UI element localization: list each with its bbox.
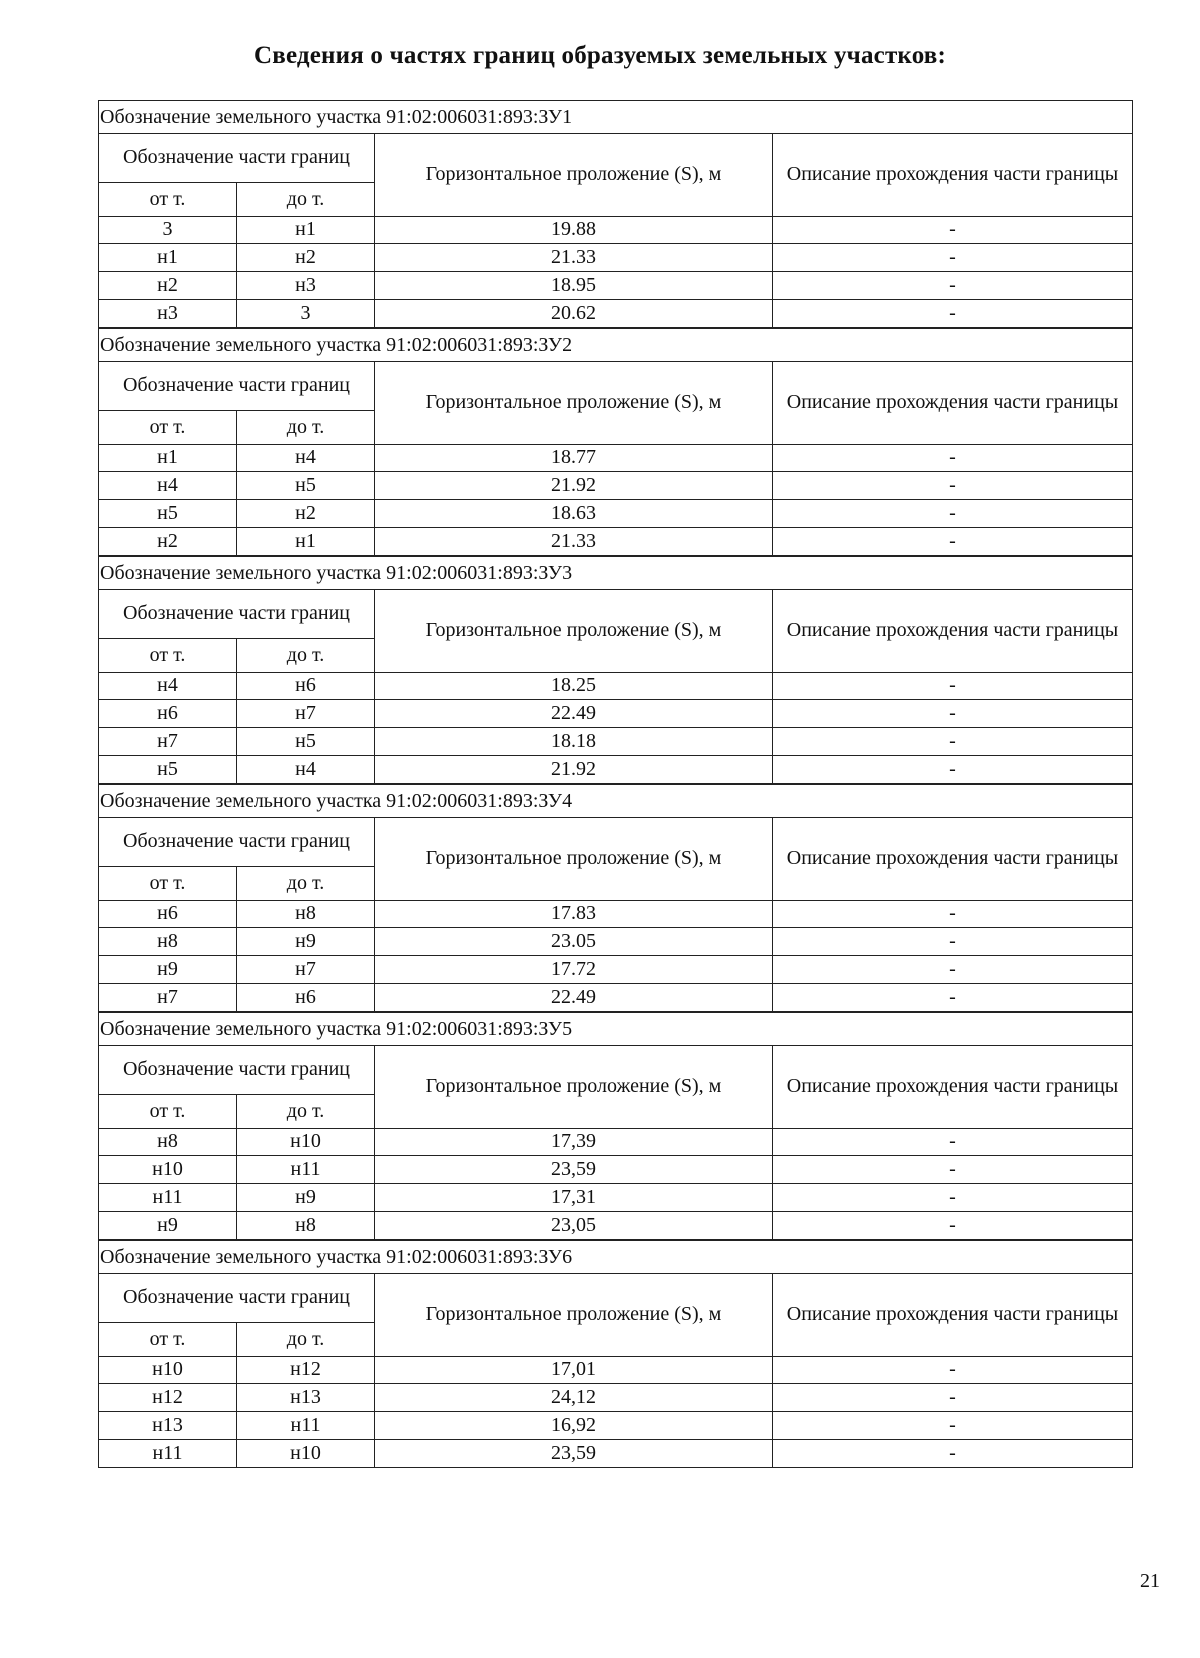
boundary-part-header: Обозначение части границ [99,590,375,638]
table-row [99,1440,1133,1468]
from-point-cell: 3 [99,216,237,244]
description-cell: - [773,1440,1133,1468]
from-point-cell: н4 [99,672,237,700]
description-cell: - [773,244,1133,272]
horizontal-distance-header: Горизонтальное проложение (S), м [375,362,773,445]
description-cell: - [773,700,1133,728]
parcel-caption-row [99,785,1133,818]
parcel-table [98,784,1133,1012]
parcel-caption-row [99,101,1133,134]
to-point-cell: н6 [237,984,375,1012]
description-cell: - [773,1412,1133,1440]
from-point-cell: н9 [99,956,237,984]
to-point-cell: н10 [237,1128,375,1156]
table-row [99,984,1133,1012]
header-row [99,818,1133,866]
table-row [99,728,1133,756]
table-row [99,1128,1133,1156]
description-cell: - [773,756,1133,784]
from-point-cell: н11 [99,1184,237,1212]
description-header: Описание прохождения части границы [773,1274,1133,1357]
from-point-cell: н9 [99,1212,237,1240]
header-row [99,1046,1133,1094]
from-point-cell: н13 [99,1412,237,1440]
to-point-cell: н2 [237,500,375,528]
table-row [99,700,1133,728]
distance-cell: 18.95 [375,272,773,300]
from-point-cell: н5 [99,756,237,784]
parcel-block [98,1240,1133,1468]
from-point-cell: н8 [99,1128,237,1156]
to-point-cell: н3 [237,272,375,300]
to-point-cell: н7 [237,956,375,984]
from-point-cell: н3 [99,300,237,328]
description-cell: - [773,900,1133,928]
distance-cell: 21.33 [375,528,773,556]
to-point-cell: н1 [237,216,375,244]
from-point-cell: н11 [99,1440,237,1468]
from-point-header: от т. [99,1322,237,1356]
parcel-caption: Обозначение земельного участка 91:02:006031:893:ЗУ3 [99,557,1133,590]
table-row [99,444,1133,472]
distance-cell: 19.88 [375,216,773,244]
to-point-header: до т. [237,1094,375,1128]
table-row [99,1184,1133,1212]
parcel-caption: Обозначение земельного участка 91:02:006031:893:ЗУ5 [99,1013,1133,1046]
table-row [99,500,1133,528]
table-row [99,900,1133,928]
horizontal-distance-header: Горизонтальное проложение (S), м [375,818,773,901]
table-row [99,528,1133,556]
parcel-caption-row [99,1013,1133,1046]
from-point-header: от т. [99,866,237,900]
to-point-cell: н11 [237,1412,375,1440]
distance-cell: 23,59 [375,1440,773,1468]
table-row [99,928,1133,956]
from-point-cell: н10 [99,1156,237,1184]
from-point-header: от т. [99,182,237,216]
distance-cell: 17,39 [375,1128,773,1156]
description-header: Описание прохождения части границы [773,818,1133,901]
to-point-cell: н2 [237,244,375,272]
description-cell: - [773,672,1133,700]
to-point-header: до т. [237,1322,375,1356]
horizontal-distance-header: Горизонтальное проложение (S), м [375,1274,773,1357]
parcel-block [98,100,1133,328]
to-point-header: до т. [237,182,375,216]
description-header: Описание прохождения части границы [773,1046,1133,1129]
description-header: Описание прохождения части границы [773,362,1133,445]
distance-cell: 17,31 [375,1184,773,1212]
header-row [99,134,1133,182]
table-row [99,756,1133,784]
description-header: Описание прохождения части границы [773,134,1133,217]
table-row [99,216,1133,244]
to-point-cell: н4 [237,444,375,472]
from-point-cell: н1 [99,444,237,472]
table-row [99,1384,1133,1412]
to-point-header: до т. [237,638,375,672]
from-point-header: от т. [99,410,237,444]
description-cell: - [773,1356,1133,1384]
parcel-table [98,100,1133,328]
parcel-caption: Обозначение земельного участка 91:02:006031:893:ЗУ4 [99,785,1133,818]
distance-cell: 18.63 [375,500,773,528]
distance-cell: 17,01 [375,1356,773,1384]
from-point-cell: н2 [99,528,237,556]
header-row [99,590,1133,638]
from-point-cell: н12 [99,1384,237,1412]
from-point-cell: н4 [99,472,237,500]
parcel-caption-row [99,1241,1133,1274]
to-point-cell: н9 [237,1184,375,1212]
from-point-cell: н8 [99,928,237,956]
parcel-table [98,1012,1133,1240]
distance-cell: 22.49 [375,984,773,1012]
distance-cell: 21.92 [375,472,773,500]
distance-cell: 18.77 [375,444,773,472]
from-point-cell: н6 [99,900,237,928]
parcel-caption: Обозначение земельного участка 91:02:006031:893:ЗУ2 [99,329,1133,362]
table-row [99,672,1133,700]
table-row [99,472,1133,500]
to-point-header: до т. [237,410,375,444]
boundary-part-header: Обозначение части границ [99,134,375,182]
table-row [99,244,1133,272]
distance-cell: 17.72 [375,956,773,984]
parcel-caption-row [99,329,1133,362]
horizontal-distance-header: Горизонтальное проложение (S), м [375,134,773,217]
description-cell: - [773,1212,1133,1240]
distance-cell: 21.92 [375,756,773,784]
to-point-cell: н4 [237,756,375,784]
to-point-cell: н7 [237,700,375,728]
from-point-cell: н5 [99,500,237,528]
to-point-cell: н6 [237,672,375,700]
to-point-cell: н5 [237,472,375,500]
to-point-cell: н8 [237,900,375,928]
table-row [99,956,1133,984]
distance-cell: 23,05 [375,1212,773,1240]
horizontal-distance-header: Горизонтальное проложение (S), м [375,1046,773,1129]
to-point-cell: 3 [237,300,375,328]
table-row [99,1412,1133,1440]
parcel-block [98,784,1133,1012]
parcel-block [98,1012,1133,1240]
distance-cell: 24,12 [375,1384,773,1412]
parcel-caption: Обозначение земельного участка 91:02:006031:893:ЗУ6 [99,1241,1133,1274]
description-cell: - [773,528,1133,556]
parcel-block [98,556,1133,784]
description-cell: - [773,1128,1133,1156]
from-point-cell: н7 [99,984,237,1012]
from-point-cell: н1 [99,244,237,272]
description-cell: - [773,300,1133,328]
parcel-table [98,556,1133,784]
from-point-header: от т. [99,1094,237,1128]
table-row [99,300,1133,328]
distance-cell: 18.18 [375,728,773,756]
table-row [99,272,1133,300]
table-row [99,1156,1133,1184]
to-point-cell: н9 [237,928,375,956]
distance-cell: 17.83 [375,900,773,928]
distance-cell: 20.62 [375,300,773,328]
to-point-header: до т. [237,866,375,900]
parcel-block [98,328,1133,556]
distance-cell: 16,92 [375,1412,773,1440]
description-cell: - [773,928,1133,956]
description-cell: - [773,472,1133,500]
horizontal-distance-header: Горизонтальное проложение (S), м [375,590,773,673]
description-cell: - [773,1184,1133,1212]
description-cell: - [773,1384,1133,1412]
to-point-cell: н8 [237,1212,375,1240]
header-row [99,1274,1133,1322]
distance-cell: 23,59 [375,1156,773,1184]
from-point-cell: н7 [99,728,237,756]
from-point-cell: н2 [99,272,237,300]
boundary-part-header: Обозначение части границ [99,1274,375,1322]
page-number: 21 [1140,1570,1160,1592]
distance-cell: 21.33 [375,244,773,272]
to-point-cell: н1 [237,528,375,556]
to-point-cell: н13 [237,1384,375,1412]
page-title: Сведения о частях границ образуемых земельных участков: [253,42,947,69]
description-header: Описание прохождения части границы [773,590,1133,673]
boundary-part-header: Обозначение части границ [99,362,375,410]
parcel-table [98,1240,1133,1468]
from-point-cell: н10 [99,1356,237,1384]
description-cell: - [773,444,1133,472]
description-cell: - [773,956,1133,984]
distance-cell: 23.05 [375,928,773,956]
description-cell: - [773,500,1133,528]
header-row [99,362,1133,410]
parcel-caption: Обозначение земельного участка 91:02:006031:893:ЗУ1 [99,101,1133,134]
distance-cell: 22.49 [375,700,773,728]
description-cell: - [773,984,1133,1012]
to-point-cell: н11 [237,1156,375,1184]
from-point-cell: н6 [99,700,237,728]
parcel-caption-row [99,557,1133,590]
description-cell: - [773,1156,1133,1184]
to-point-cell: н12 [237,1356,375,1384]
to-point-cell: н10 [237,1440,375,1468]
table-row [99,1356,1133,1384]
description-cell: - [773,728,1133,756]
boundary-part-header: Обозначение части границ [99,818,375,866]
distance-cell: 18.25 [375,672,773,700]
table-row [99,1212,1133,1240]
from-point-header: от т. [99,638,237,672]
boundary-part-header: Обозначение части границ [99,1046,375,1094]
to-point-cell: н5 [237,728,375,756]
parcel-table [98,328,1133,556]
description-cell: - [773,272,1133,300]
description-cell: - [773,216,1133,244]
